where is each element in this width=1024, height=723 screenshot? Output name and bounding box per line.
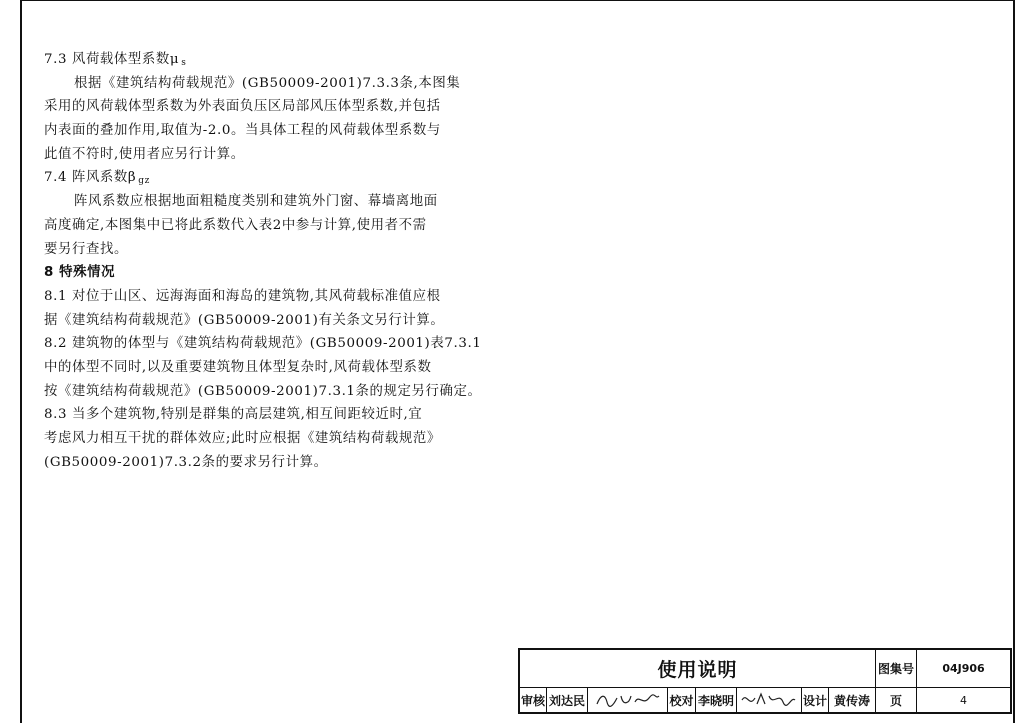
check-label: 校对 — [668, 688, 696, 712]
paragraph-line: 采用的风荷载体型系数为外表面负压区局部风压体型系数,并包括 — [44, 99, 441, 115]
paragraph-line: 内表面的叠加作用,取值为-2.0。当具体工程的风荷载体型系数与 — [44, 123, 441, 139]
frame-left-border — [20, 0, 22, 723]
paragraph-line: 据《建筑结构荷载规范》(GB50009-2001)有关条文另行计算。 — [44, 312, 445, 328]
paragraph-line: 中的体型不同时,以及重要建筑物且体型复杂时,风荷载体型系数 — [44, 359, 432, 375]
section-8-heading: 8 特殊情况 — [44, 265, 116, 281]
section-7-4-heading: 7.4 阵风系数β $_{gz}$ — [44, 170, 150, 187]
paragraph-line: 要另行查找。 — [44, 241, 128, 257]
frame-right-border — [1013, 0, 1015, 723]
reviewer-signature — [588, 688, 668, 712]
section-7-3-heading: 7.3 风荷载体型系数μ $_s$ — [44, 52, 187, 68]
design-label: 设计 — [802, 688, 829, 712]
paragraph-line: 根据《建筑结构荷载规范》(GB50009-2001)7.3.3条,本图集 — [74, 75, 461, 91]
review-label: 审核 — [520, 688, 547, 712]
frame-top-border — [20, 0, 1015, 1]
page-label: 页 — [876, 688, 917, 712]
atlas-number-label: 图集号 — [876, 650, 917, 688]
paragraph-line: 8.2 建筑物的体型与《建筑结构荷载规范》(GB50009-2001)表7.3.1 — [44, 336, 482, 352]
paragraph-line: 高度确定,本图集中已将此系数代入表2中参与计算,使用者不需 — [44, 217, 427, 233]
drawing-title: 使用说明 — [520, 650, 876, 688]
paragraph-line: 阵风系数应根据地面粗糙度类别和建筑外门窗、幕墙离地面 — [74, 194, 438, 210]
title-block — [518, 648, 1012, 714]
checker-name: 李晓明 — [696, 688, 737, 712]
paragraph-line: (GB50009-2001)7.3.2条的要求另行计算。 — [44, 454, 328, 470]
paragraph-line: 按《建筑结构荷载规范》(GB50009-2001)7.3.1条的规定另行确定。 — [44, 383, 482, 399]
designer-name: 黄传涛 — [829, 688, 876, 712]
paragraph-line: 考虑风力相互干扰的群体效应;此时应根据《建筑结构荷载规范》 — [44, 431, 441, 446]
paragraph-line: 8.1 对位于山区、远海海面和海岛的建筑物,其风荷载标准值应根 — [44, 288, 441, 304]
checker-signature — [737, 688, 802, 712]
paragraph-line: 8.3 当多个建筑物,特别是群集的高层建筑,相互间距较近时,宜 — [44, 407, 423, 423]
atlas-number: 04J906 — [917, 650, 1010, 688]
reviewer-name: 刘达民 — [547, 688, 588, 712]
page-number: 4 — [960, 693, 967, 707]
document-body — [44, 48, 500, 474]
paragraph-line: 此值不符时,使用者应另行计算。 — [44, 146, 245, 162]
